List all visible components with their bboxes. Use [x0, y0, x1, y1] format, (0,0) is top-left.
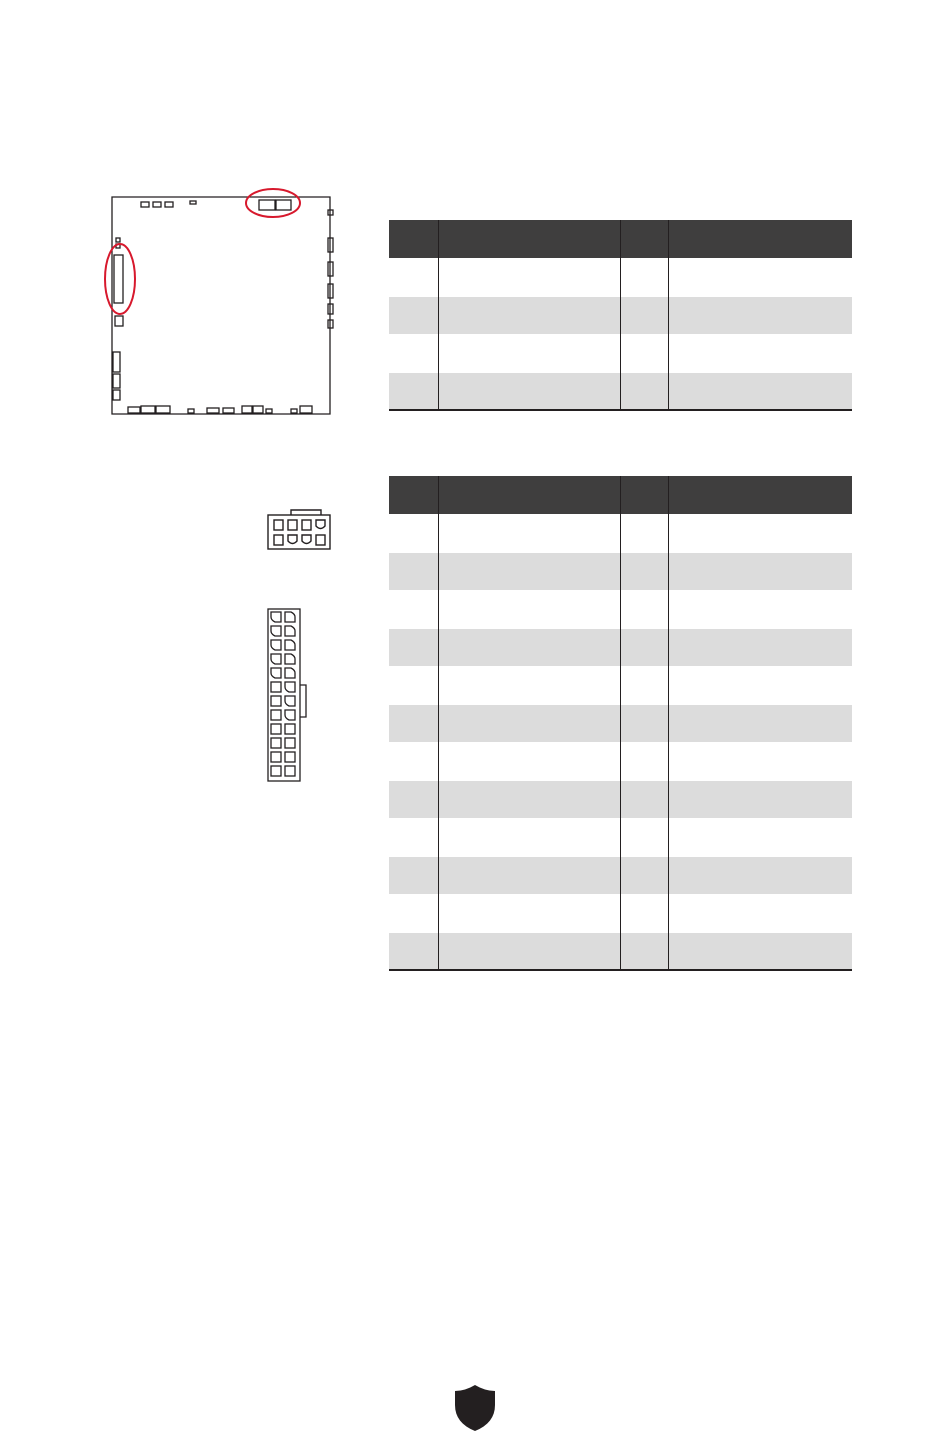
table-cell	[389, 296, 438, 334]
header-cell	[668, 476, 852, 514]
table-cell	[668, 514, 852, 552]
pin	[271, 612, 281, 622]
table-cell	[438, 780, 621, 818]
table-cell	[389, 856, 438, 894]
pin-table-24pin	[389, 476, 852, 971]
table-row	[389, 704, 852, 742]
pin	[271, 738, 281, 748]
table-cell	[668, 258, 852, 296]
pin	[271, 752, 281, 762]
table-cell	[438, 258, 621, 296]
highlight-8pin	[246, 189, 300, 217]
pin	[285, 640, 295, 650]
table-cell	[438, 818, 621, 856]
table-cell	[438, 742, 621, 780]
pin-table-8pin	[389, 220, 852, 411]
table-cell	[438, 666, 621, 704]
table-cell	[438, 296, 621, 334]
table-row	[389, 552, 852, 590]
table-cell	[389, 628, 438, 666]
header-cell	[438, 476, 621, 514]
table-row	[389, 590, 852, 628]
table-row	[389, 856, 852, 894]
8-pin-connector-icon	[266, 507, 332, 551]
pin	[271, 682, 281, 692]
table-cell	[621, 552, 668, 590]
table-cell	[621, 856, 668, 894]
pin	[285, 710, 295, 720]
pin	[285, 766, 295, 776]
pin	[285, 696, 295, 706]
header-cell	[389, 220, 438, 258]
table-cell	[621, 590, 668, 628]
header-cell	[438, 220, 621, 258]
table-cell	[621, 514, 668, 552]
table-cell	[389, 818, 438, 856]
table-cell	[389, 514, 438, 552]
pin	[271, 724, 281, 734]
table-row	[389, 628, 852, 666]
table-cell	[389, 932, 438, 970]
table-cell	[438, 932, 621, 970]
table-cell	[389, 372, 438, 410]
table-cell	[438, 628, 621, 666]
table-row	[389, 932, 852, 970]
table-row	[389, 780, 852, 818]
pin	[271, 696, 281, 706]
pin	[271, 640, 281, 650]
table-cell	[438, 372, 621, 410]
table-cell	[438, 856, 621, 894]
table-row	[389, 514, 852, 552]
table-cell	[438, 514, 621, 552]
table-cell	[389, 258, 438, 296]
table-cell	[668, 704, 852, 742]
table-row	[389, 258, 852, 296]
table-cell	[621, 704, 668, 742]
table-row	[389, 666, 852, 704]
pin	[285, 612, 295, 622]
pin	[271, 668, 281, 678]
motherboard-diagram	[102, 183, 342, 423]
table-cell	[389, 704, 438, 742]
table-cell	[621, 258, 668, 296]
table-cell	[668, 780, 852, 818]
table-cell	[668, 372, 852, 410]
table-cell	[438, 552, 621, 590]
table-cell	[621, 334, 668, 372]
pin	[285, 738, 295, 748]
table-cell	[389, 780, 438, 818]
table-cell	[389, 742, 438, 780]
table-cell	[668, 628, 852, 666]
table-cell	[621, 780, 668, 818]
pin	[285, 724, 295, 734]
table-cell	[668, 552, 852, 590]
pin	[271, 654, 281, 664]
table-cell	[621, 742, 668, 780]
table-row	[389, 334, 852, 372]
pin	[285, 626, 295, 636]
table-cell	[668, 590, 852, 628]
table-cell	[438, 590, 621, 628]
pin	[271, 626, 281, 636]
table-cell	[621, 628, 668, 666]
table-header-row	[389, 220, 852, 258]
table-cell	[438, 894, 621, 932]
pin	[285, 668, 295, 678]
table-cell	[668, 666, 852, 704]
header-cell	[621, 220, 668, 258]
table-cell	[668, 818, 852, 856]
24-pin-connector-icon	[266, 607, 310, 785]
table-cell	[621, 818, 668, 856]
table-cell	[621, 894, 668, 932]
table-cell	[668, 296, 852, 334]
header-cell	[621, 476, 668, 514]
table-row	[389, 372, 852, 410]
table-cell	[668, 856, 852, 894]
table-header-row	[389, 476, 852, 514]
shield-logo-icon	[453, 1383, 497, 1433]
table-cell	[389, 590, 438, 628]
table-row	[389, 742, 852, 780]
table-row	[389, 894, 852, 932]
table-row	[389, 296, 852, 334]
table-cell	[621, 666, 668, 704]
header-cell	[389, 476, 438, 514]
pin	[285, 752, 295, 762]
table-cell	[621, 932, 668, 970]
table-cell	[668, 894, 852, 932]
table-cell	[438, 704, 621, 742]
table-cell	[389, 552, 438, 590]
header-cell	[668, 220, 852, 258]
table-cell	[668, 334, 852, 372]
pin	[271, 766, 281, 776]
pin	[271, 710, 281, 720]
pin	[285, 654, 295, 664]
table-cell	[668, 932, 852, 970]
table-cell	[621, 296, 668, 334]
table-cell	[621, 372, 668, 410]
pin	[285, 682, 295, 692]
table-cell	[438, 334, 621, 372]
table-row	[389, 818, 852, 856]
table-cell	[389, 666, 438, 704]
table-cell	[668, 742, 852, 780]
table-cell	[389, 894, 438, 932]
table-cell	[389, 334, 438, 372]
